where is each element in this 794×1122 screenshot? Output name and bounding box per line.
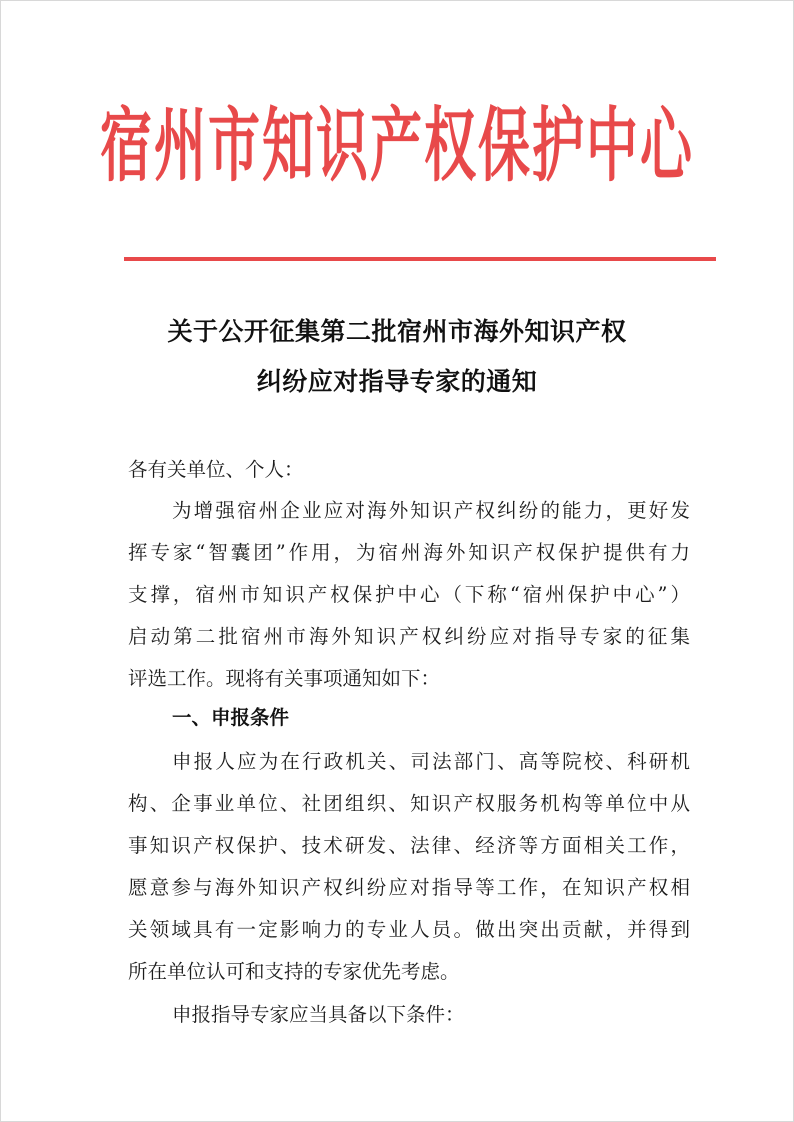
paragraph-2-line-6: 所在单位认可和支持的专家优先考虑。	[128, 960, 460, 983]
section-heading-1: 一、申报条件	[172, 706, 290, 729]
red-rule	[124, 257, 716, 261]
letterhead-text: 宿州市知识产权保护中心	[99, 98, 694, 194]
paragraph-1-line-3: 支撑，宿州市知识产权保护中心（下称“宿州保护中心”）	[128, 583, 690, 606]
paragraph-1-line-5: 评选工作。现将有关事项通知如下：	[128, 667, 441, 690]
document-title-line-1: 关于公开征集第二批宿州市海外知识产权	[167, 317, 627, 346]
paragraph-2-line-5: 关领域具有一定影响力的专业人员。做出突出贡献，并得到	[128, 918, 690, 941]
paragraph-1-line-1: 为增强宿州企业应对海外知识产权纠纷的能力，更好发	[172, 499, 690, 522]
paragraph-1-line-2: 挥专家“智囊团”作用，为宿州海外知识产权保护提供有力	[128, 541, 690, 564]
salutation: 各有关单位、个人：	[128, 458, 304, 481]
document-title-line-2: 纠纷应对指导专家的通知	[256, 367, 538, 396]
paragraph-2-line-3: 事知识产权保护、技术研发、法律、经济等方面相关工作，	[128, 834, 690, 857]
letterhead	[0, 92, 794, 202]
paragraph-3: 申报指导专家应当具备以下条件：	[172, 1003, 465, 1026]
paragraph-2-line-2: 构、企事业单位、社团组织、知识产权服务机构等单位中从	[128, 792, 690, 815]
paragraph-2-line-1: 申报人应为在行政机关、司法部门、高等院校、科研机	[172, 750, 690, 773]
paragraph-1-line-4: 启动第二批宿州市海外知识产权纠纷应对指导专家的征集	[128, 625, 690, 648]
paragraph-2-line-4: 愿意参与海外知识产权纠纷应对指导等工作，在知识产权相	[128, 876, 690, 899]
